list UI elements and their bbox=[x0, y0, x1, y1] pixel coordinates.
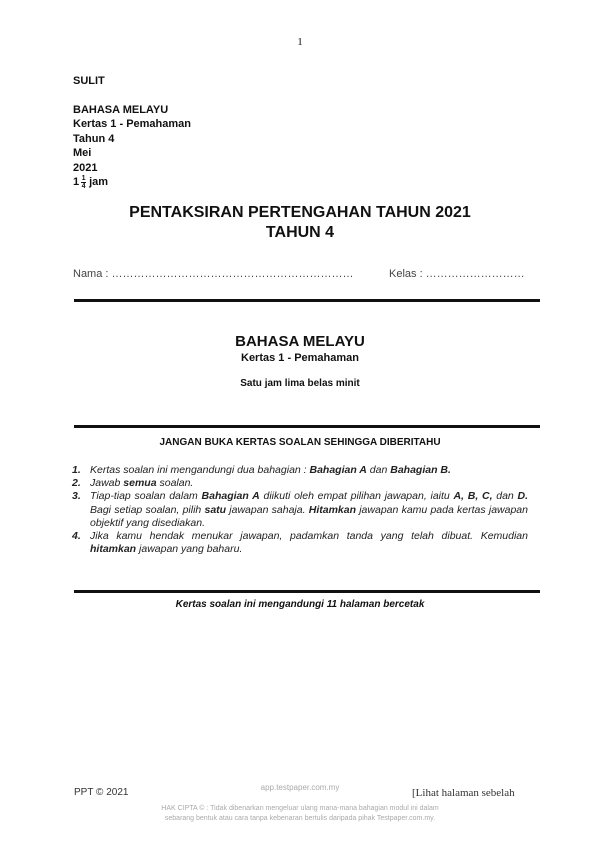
instruction-item bbox=[72, 464, 528, 477]
instruction-number: 2. bbox=[72, 477, 81, 490]
instructions-list bbox=[72, 464, 528, 556]
header-subject: BAHASA MELAYU bbox=[73, 103, 169, 116]
subject-title: BAHASA MELAYU bbox=[235, 333, 365, 350]
instruction-text: Tiap-tiap soalan dalam Bahagian A diikuti oleh empat pilihan jawapan, iaitu A, B, C, dan D. Bagi setiap soalan, pilih satu jawapan sahaja. Hitamkan jawapan kamu pada kertas jawapan objektif yang disediakan. bbox=[90, 490, 529, 529]
copyright-line: sebarang bentuk atau cara tanpa kebenaran bertulis daripada pihak Testpaper.com.my. bbox=[164, 815, 436, 822]
exam-title-line2: TAHUN 4 bbox=[265, 224, 335, 241]
page-count-note: Kertas soalan ini mengandungi 11 halaman bercetak bbox=[175, 599, 425, 610]
warning-heading: JANGAN BUKA KERTAS SOALAN SEHINGGA DIBERITAHU bbox=[159, 437, 441, 448]
header-year: 2021 bbox=[73, 161, 98, 174]
exam-title bbox=[0, 203, 600, 243]
copyright-notice bbox=[0, 804, 600, 824]
header-year-level: Tahun 4 bbox=[73, 132, 115, 145]
divider bbox=[74, 425, 540, 428]
classification-label: SULIT bbox=[73, 75, 105, 87]
duration-denominator: 4 bbox=[81, 183, 86, 190]
instruction-number: 4. bbox=[72, 530, 81, 543]
subject-block bbox=[0, 333, 600, 389]
copyright-line: HAK CIPTA © : Tidak dibenarkan mengeluar ulang mana-mana bahagian modul ini dalam bbox=[161, 805, 439, 812]
subject-duration: Satu jam lima belas minit bbox=[240, 378, 360, 389]
class-field: Kelas : ……………………… bbox=[389, 268, 525, 280]
page-number: 1 bbox=[297, 36, 303, 48]
header-month: Mei bbox=[73, 147, 92, 159]
paper-header bbox=[73, 74, 191, 190]
header-duration bbox=[73, 175, 191, 190]
instruction-number: 1. bbox=[72, 464, 81, 476]
subject-paper: Kertas 1 - Pemahaman bbox=[241, 352, 359, 364]
duration-whole: 1 bbox=[73, 176, 80, 189]
instruction-number: 3. bbox=[72, 490, 81, 503]
divider bbox=[74, 590, 540, 593]
footer-copyright-tag: PPT © 2021 bbox=[74, 787, 129, 798]
instruction-text: Kertas soalan ini mengandungi dua bahagian : Bahagian A dan Bahagian B. bbox=[90, 464, 451, 476]
divider bbox=[74, 299, 540, 302]
watermark-url: app.testpaper.com.my bbox=[260, 783, 340, 792]
duration-numerator: 1 bbox=[81, 175, 86, 182]
duration-unit: jam bbox=[89, 176, 109, 189]
instruction-text: Jika kamu hendak menukar jawapan, padamkan tanda yang telah dibuat. Kemudian hitamkan jawapan yang baharu. bbox=[90, 530, 528, 556]
duration-fraction bbox=[81, 175, 86, 190]
next-page-note: [Lihat halaman sebelah bbox=[412, 787, 515, 799]
instruction-item bbox=[72, 490, 528, 530]
instruction-item bbox=[72, 477, 528, 490]
name-field: Nama : ………………………………………………………… bbox=[73, 268, 354, 280]
header-paper: Kertas 1 - Pemahaman bbox=[73, 118, 191, 130]
instruction-text: Jawab semua soalan. bbox=[90, 477, 194, 490]
exam-title-line1: PENTAKSIRAN PERTENGAHAN TAHUN 2021 bbox=[129, 204, 471, 221]
instruction-item bbox=[72, 530, 528, 556]
